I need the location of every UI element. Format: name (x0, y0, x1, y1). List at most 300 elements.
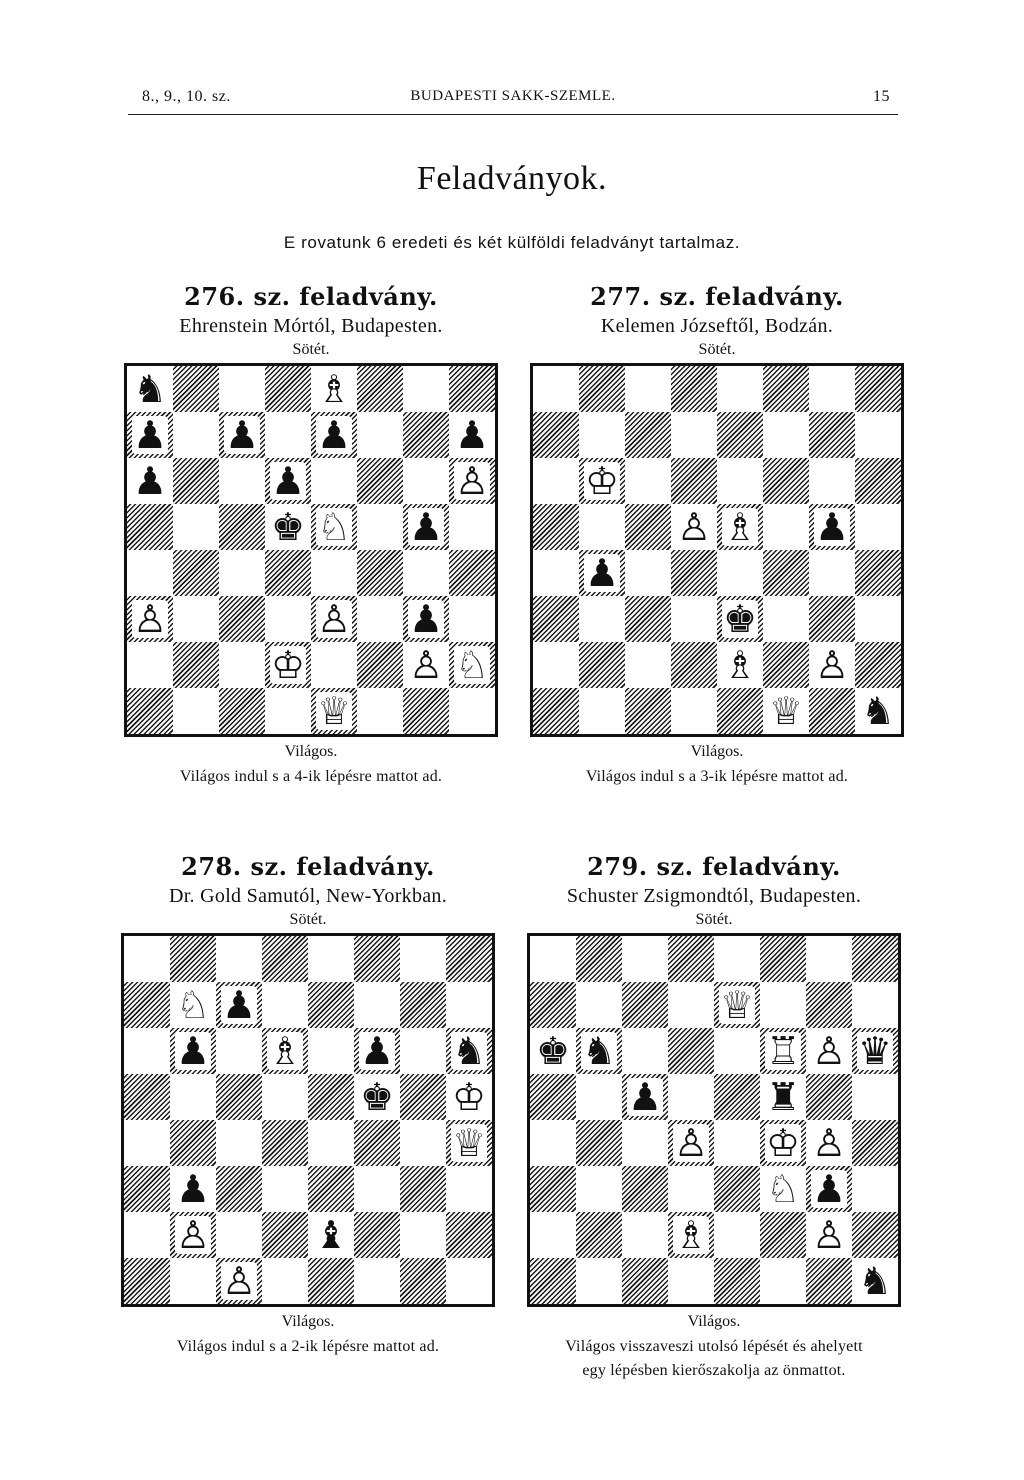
board-square (449, 688, 495, 734)
board-square (262, 1028, 308, 1074)
board-square (357, 550, 403, 596)
board-square (576, 1028, 622, 1074)
board-square (717, 366, 763, 412)
white-king-icon: ♔ (765, 1121, 801, 1165)
board-square (576, 982, 622, 1028)
white-pawn-icon: ♙ (454, 459, 490, 503)
board-square (265, 412, 311, 458)
problem-heading: 277. sz. feladvány. (590, 282, 844, 311)
board-square (262, 1212, 308, 1258)
white-king-icon: ♔ (270, 643, 306, 687)
board-square (400, 1258, 446, 1304)
board-square (714, 1120, 760, 1166)
board-square (216, 936, 262, 982)
problem-author: Dr. Gold Samutól, New-Yorkban. (168, 885, 448, 907)
board-square (124, 936, 170, 982)
board-square (668, 1258, 714, 1304)
dark-side-label: Sötét. (292, 341, 330, 358)
board-square (533, 412, 579, 458)
board-square (127, 642, 173, 688)
board-square (760, 1120, 806, 1166)
white-knight-icon: ♘ (454, 643, 490, 687)
board-square (530, 1212, 576, 1258)
board-square (219, 596, 265, 642)
board-square (852, 1120, 898, 1166)
board-square (809, 642, 855, 688)
board-square (622, 1166, 668, 1212)
board-square (308, 1212, 354, 1258)
board-square (170, 1028, 216, 1074)
board-square (400, 1120, 446, 1166)
problem-279 (514, 852, 914, 1383)
board-square (216, 1212, 262, 1258)
chess-board (527, 933, 901, 1307)
board-square (530, 1120, 576, 1166)
board-square (357, 366, 403, 412)
board-square (809, 550, 855, 596)
black-king-icon: ♚ (722, 597, 758, 641)
journal-title: BUDAPESTI SAKK-SZEMLE. (410, 88, 616, 104)
board-square (760, 1166, 806, 1212)
board-square (760, 982, 806, 1028)
black-pawn-icon: ♟ (316, 413, 352, 457)
board-square (760, 1212, 806, 1258)
board-square (311, 504, 357, 550)
board-square (173, 504, 219, 550)
board-square (219, 366, 265, 412)
board-square (400, 936, 446, 982)
board-square (714, 1074, 760, 1120)
board-square (311, 596, 357, 642)
white-pawn-icon: ♙ (811, 1213, 847, 1257)
board-square (216, 1028, 262, 1074)
board-square (855, 642, 901, 688)
board-square (579, 412, 625, 458)
board-square (579, 504, 625, 550)
black-knight-icon: ♞ (451, 1029, 487, 1073)
board-square (357, 642, 403, 688)
board-square (625, 550, 671, 596)
board-square (262, 1166, 308, 1212)
section-intro: E rovatunk 6 eredeti és két külföldi feladványt tartalmaz. (283, 233, 741, 252)
board-square (219, 504, 265, 550)
board-square (354, 1258, 400, 1304)
black-pawn-icon: ♟ (132, 413, 168, 457)
problem-heading: 276. sz. feladvány. (184, 282, 438, 311)
board-square (579, 596, 625, 642)
white-pawn-icon: ♙ (316, 597, 352, 641)
board-square (308, 1258, 354, 1304)
board-square (219, 642, 265, 688)
board-square (533, 504, 579, 550)
board-square (219, 688, 265, 734)
caption-line: Világos visszaveszi utolsó lépését és ahelyett (565, 1338, 863, 1355)
black-knight-icon: ♞ (860, 689, 896, 733)
white-knight-icon: ♘ (765, 1167, 801, 1211)
board-square (124, 1028, 170, 1074)
board-square (311, 550, 357, 596)
board-square (625, 504, 671, 550)
board-square (308, 1074, 354, 1120)
board-square (763, 504, 809, 550)
board-square (671, 458, 717, 504)
board-square (173, 458, 219, 504)
black-rook-icon: ♜ (765, 1075, 801, 1119)
board-square (357, 458, 403, 504)
black-king-icon: ♚ (270, 505, 306, 549)
board-square (717, 596, 763, 642)
black-pawn-icon: ♟ (221, 983, 257, 1027)
white-rook-icon: ♖ (765, 1029, 801, 1073)
white-knight-icon: ♘ (175, 983, 211, 1027)
board-square (357, 596, 403, 642)
board-square (170, 1166, 216, 1212)
board-square (579, 642, 625, 688)
board-square (576, 1212, 622, 1258)
board-square (809, 504, 855, 550)
board-square (806, 1028, 852, 1074)
white-pawn-icon: ♙ (408, 643, 444, 687)
black-pawn-icon: ♟ (175, 1029, 211, 1073)
board-square (354, 1120, 400, 1166)
board-square (576, 1166, 622, 1212)
board-square (354, 1166, 400, 1212)
board-square (806, 1166, 852, 1212)
board-square (625, 642, 671, 688)
board-square (530, 1074, 576, 1120)
board-square (622, 1028, 668, 1074)
board-square (852, 1028, 898, 1074)
white-bishop-icon: ♗ (722, 505, 758, 549)
board-square (809, 688, 855, 734)
black-pawn-icon: ♟ (627, 1075, 663, 1119)
board-square (855, 596, 901, 642)
board-square (265, 458, 311, 504)
board-square (308, 1120, 354, 1166)
board-square (219, 412, 265, 458)
board-square (400, 1028, 446, 1074)
board-square (354, 1074, 400, 1120)
board-square (124, 982, 170, 1028)
board-square (668, 1212, 714, 1258)
board-square (671, 688, 717, 734)
board-square (852, 1258, 898, 1304)
board-square (763, 366, 809, 412)
white-queen-icon: ♕ (768, 689, 804, 733)
board-square (449, 458, 495, 504)
chess-board (124, 363, 498, 737)
light-side-label: Világos. (281, 1313, 335, 1330)
board-square (717, 504, 763, 550)
board-square (446, 1074, 492, 1120)
board-square (806, 982, 852, 1028)
board-square (760, 1258, 806, 1304)
white-pawn-icon: ♙ (221, 1259, 257, 1303)
board-square (216, 1166, 262, 1212)
board-square (262, 1074, 308, 1120)
board-square (668, 1028, 714, 1074)
dark-side-label: Sötét. (698, 341, 736, 358)
board-square (311, 688, 357, 734)
black-knight-icon: ♞ (857, 1259, 893, 1303)
chess-board (530, 363, 904, 737)
board-square (265, 550, 311, 596)
board-square (127, 596, 173, 642)
white-pawn-icon: ♙ (673, 1121, 709, 1165)
board-square (717, 412, 763, 458)
board-square (760, 1074, 806, 1120)
board-square (622, 1120, 668, 1166)
board-square (449, 366, 495, 412)
board-square (714, 982, 760, 1028)
section-title: Feladványok. (416, 160, 608, 197)
board-square (446, 982, 492, 1028)
board-square (124, 1166, 170, 1212)
white-bishop-icon: ♗ (722, 643, 758, 687)
board-square (533, 642, 579, 688)
board-square (354, 936, 400, 982)
problem-278 (108, 852, 508, 1359)
board-square (403, 688, 449, 734)
problem-276 (111, 282, 511, 789)
problem-heading: 278. sz. feladvány. (181, 852, 435, 881)
white-pawn-icon: ♙ (175, 1213, 211, 1257)
board-square (806, 1074, 852, 1120)
black-pawn-icon: ♟ (132, 459, 168, 503)
board-square (173, 596, 219, 642)
board-square (449, 504, 495, 550)
board-square (311, 642, 357, 688)
board-square (622, 1212, 668, 1258)
board-square (262, 1258, 308, 1304)
board-square (216, 1074, 262, 1120)
board-square (668, 1120, 714, 1166)
board-square (265, 642, 311, 688)
board-square (357, 504, 403, 550)
white-king-icon: ♔ (584, 459, 620, 503)
board-square (622, 1074, 668, 1120)
board-square (852, 936, 898, 982)
board-square (446, 1028, 492, 1074)
black-pawn-icon: ♟ (175, 1167, 211, 1211)
board-square (311, 458, 357, 504)
board-square (760, 1028, 806, 1074)
board-square (717, 688, 763, 734)
board-square (124, 1120, 170, 1166)
black-pawn-icon: ♟ (584, 551, 620, 595)
white-bishop-icon: ♗ (673, 1213, 709, 1257)
board-square (530, 1028, 576, 1074)
board-square (173, 550, 219, 596)
board-square (533, 366, 579, 412)
black-pawn-icon: ♟ (814, 505, 850, 549)
board-square (265, 596, 311, 642)
board-square (717, 550, 763, 596)
white-queen-icon: ♕ (719, 983, 755, 1027)
board-square (400, 1166, 446, 1212)
board-square (170, 1212, 216, 1258)
board-square (173, 642, 219, 688)
problem-author: Schuster Zsigmondtól, Budapesten. (566, 885, 862, 907)
board-square (855, 366, 901, 412)
board-square (124, 1212, 170, 1258)
board-square (714, 1258, 760, 1304)
board-square (622, 936, 668, 982)
board-square (530, 1166, 576, 1212)
board-square (533, 596, 579, 642)
board-square (127, 504, 173, 550)
board-square (717, 458, 763, 504)
board-square (671, 504, 717, 550)
board-square (714, 936, 760, 982)
board-square (400, 1074, 446, 1120)
board-square (170, 1074, 216, 1120)
light-side-label: Világos. (690, 743, 744, 760)
board-square (576, 1074, 622, 1120)
board-square (714, 1166, 760, 1212)
board-square (576, 1120, 622, 1166)
board-square (308, 1028, 354, 1074)
board-square (852, 982, 898, 1028)
board-square (625, 458, 671, 504)
board-square (671, 596, 717, 642)
board-square (717, 642, 763, 688)
white-queen-icon: ♕ (451, 1121, 487, 1165)
board-square (625, 688, 671, 734)
white-pawn-icon: ♙ (132, 597, 168, 641)
white-pawn-icon: ♙ (814, 643, 850, 687)
board-square (668, 1074, 714, 1120)
board-square (127, 412, 173, 458)
board-square (763, 688, 809, 734)
board-square (714, 1212, 760, 1258)
board-square (173, 412, 219, 458)
board-square (449, 642, 495, 688)
board-square (809, 458, 855, 504)
board-square (403, 642, 449, 688)
dark-side-label: Sötét. (289, 911, 327, 928)
board-square (852, 1212, 898, 1258)
board-square (671, 642, 717, 688)
board-square (576, 1258, 622, 1304)
page-number: 15 (873, 88, 890, 105)
board-square (403, 550, 449, 596)
board-square (533, 550, 579, 596)
board-square (576, 936, 622, 982)
board-square (265, 504, 311, 550)
problem-caption: Világos indul s a 4-ik lépésre mattot ad. (179, 768, 443, 785)
board-square (806, 936, 852, 982)
white-pawn-icon: ♙ (676, 505, 712, 549)
black-pawn-icon: ♟ (270, 459, 306, 503)
board-square (625, 366, 671, 412)
board-square (855, 504, 901, 550)
board-square (671, 412, 717, 458)
board-square (449, 550, 495, 596)
board-square (216, 982, 262, 1028)
board-square (354, 1028, 400, 1074)
board-square (530, 1258, 576, 1304)
board-square (446, 1212, 492, 1258)
board-square (216, 1120, 262, 1166)
white-bishop-icon: ♗ (316, 367, 352, 411)
board-square (262, 936, 308, 982)
board-square (219, 550, 265, 596)
board-square (763, 596, 809, 642)
problem-author: Ehrenstein Mórtól, Budapesten. (179, 315, 443, 337)
black-pawn-icon: ♟ (224, 413, 260, 457)
board-square (579, 550, 625, 596)
board-square (579, 458, 625, 504)
board-square (668, 1166, 714, 1212)
board-square (308, 936, 354, 982)
problem-caption: Világos indul s a 3-ik lépésre mattot ad. (585, 768, 849, 785)
board-square (763, 642, 809, 688)
white-queen-icon: ♕ (316, 689, 352, 733)
board-square (446, 1120, 492, 1166)
board-square (127, 366, 173, 412)
black-bishop-icon: ♝ (313, 1213, 349, 1257)
black-queen-icon: ♛ (857, 1029, 893, 1073)
board-square (127, 458, 173, 504)
board-square (357, 688, 403, 734)
board-square (671, 366, 717, 412)
board-square (622, 982, 668, 1028)
board-square (124, 1074, 170, 1120)
board-square (446, 1166, 492, 1212)
board-square (400, 982, 446, 1028)
light-side-label: Világos. (687, 1313, 741, 1330)
board-square (579, 366, 625, 412)
board-square (714, 1028, 760, 1074)
board-square (855, 688, 901, 734)
board-square (354, 1212, 400, 1258)
board-square (262, 982, 308, 1028)
black-pawn-icon: ♟ (408, 505, 444, 549)
chess-board (121, 933, 495, 1307)
board-square (216, 1258, 262, 1304)
white-pawn-icon: ♙ (811, 1121, 847, 1165)
board-square (671, 550, 717, 596)
board-square (760, 936, 806, 982)
board-square (400, 1212, 446, 1258)
board-square (806, 1120, 852, 1166)
problem-author: Kelemen Józseftől, Bodzán. (600, 315, 834, 337)
board-square (763, 458, 809, 504)
board-square (403, 504, 449, 550)
board-square (530, 936, 576, 982)
board-square (354, 982, 400, 1028)
board-square (852, 1166, 898, 1212)
black-knight-icon: ♞ (132, 367, 168, 411)
board-square (449, 596, 495, 642)
board-square (173, 366, 219, 412)
running-head (128, 86, 898, 115)
board-square (855, 550, 901, 596)
board-square (763, 550, 809, 596)
board-square (852, 1074, 898, 1120)
board-square (855, 412, 901, 458)
board-square (170, 1120, 216, 1166)
board-square (308, 982, 354, 1028)
board-square (806, 1258, 852, 1304)
board-square (127, 550, 173, 596)
board-square (806, 1212, 852, 1258)
board-square (265, 366, 311, 412)
board-square (265, 688, 311, 734)
problem-277 (517, 282, 917, 789)
board-square (219, 458, 265, 504)
